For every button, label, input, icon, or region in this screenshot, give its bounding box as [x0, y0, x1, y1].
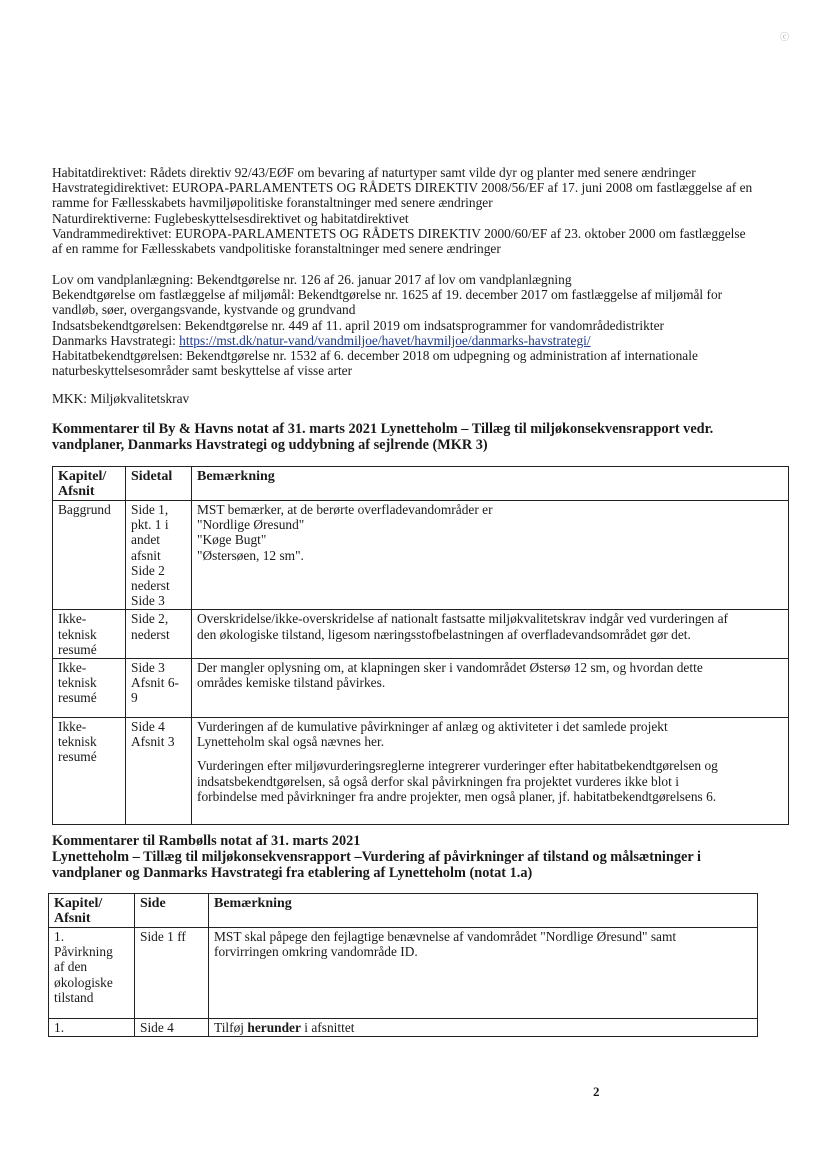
laws-block [52, 272, 804, 378]
chapter-cell: Ikke- teknisk resumé [53, 718, 126, 825]
col-chapter-header: Kapitel/ Afsnit [49, 894, 135, 928]
mkk-line: MKK: Miljøkvalitetskrav [52, 391, 190, 406]
chapter-cell: 1. Påvirkning af den økologiske tilstand [49, 928, 135, 1019]
havstrategi-link[interactable]: https://mst.dk/natur-vand/vandmiljoe/havet/havmiljoe/danmarks-havstrategi/ [179, 332, 591, 348]
remark-cell: Overskridelse/ikke-overskridelse af nationalt fastsatte miljøkvalitetskrav indgår ved vurderingen af den økologiske tilstand, ligesom næringsstofbelastningen af overfladevandsområdet gør det. [192, 610, 789, 659]
remark-cell: Tilføj herunder i afsnittet [209, 1019, 758, 1037]
chapter-cell: Baggrund [53, 501, 126, 610]
chapter-cell: 1. [49, 1019, 135, 1037]
page-cell: Side 4 [135, 1019, 209, 1037]
page-cell: Side 1, pkt. 1 i andet afsnit Side 2 nederst Side 3 [126, 501, 192, 610]
table-header-row [53, 467, 789, 501]
definition-line: Naturdirektiverne: Fuglebeskyttelsesdirektivet og habitatdirektivet [52, 210, 409, 226]
havstrategi-line [52, 333, 804, 348]
section1-table [52, 466, 789, 825]
table-row [53, 610, 789, 659]
law-line: Habitatbekendtgørelsen: Bekendtgørelse nr. 1532 af 6. december 2018 om udpegning og administration af internationale [52, 348, 698, 364]
table-row [53, 501, 789, 610]
page-cell: Side 2, nederst [126, 610, 192, 659]
law-line: vandløb, søer, overgangsvande, kystvande og grundvand [52, 302, 356, 318]
law-line: Indsatsbekendtgørelsen: Bekendtgørelse nr. 449 af 11. april 2019 om indsatsprogrammer for vandområdedistrikter [52, 317, 664, 333]
page-cell: Side 4 Afsnit 3 [126, 718, 192, 825]
table-row [49, 1019, 758, 1037]
definition-line: Havstrategidirektivet: EUROPA-PARLAMENTETS OG RÅDETS DIREKTIV 2008/56/EF af 17. juni 2008 om fastlæggelse af en [52, 180, 753, 196]
remark-cell: MST bemærker, at de berørte overfladevandområder er "Nordlige Øresund" "Køge Bugt" "Østersøen, 12 sm". [192, 501, 789, 610]
law-line: Bekendtgørelse om fastlæggelse af miljømål: Bekendtgørelse nr. 1625 af 19. december 2017 om fastlæggelse af miljømål for [52, 287, 723, 303]
definitions-block [52, 165, 804, 256]
law-line: naturbeskyttelsesområder samt beskyttelse af visse arter [52, 363, 353, 379]
col-remark-header: Bemærkning [192, 467, 789, 501]
definition-line: ramme for Fællesskabets havmiljøpolitiske foranstaltninger med senere ændringer [52, 195, 493, 211]
definition-line: Vandrammedirektivet: EUROPA-PARLAMENTETS OG RÅDETS DIREKTIV 2000/60/EF af 23. oktober 2000 om fastlæggelse [52, 225, 746, 241]
col-page-header: Side [135, 894, 209, 928]
section2-heading: Kommentarer til Rambølls notat af 31. marts 2021 Lynetteholm – Tillæg til miljøkonsekvensrapport –Vurdering af påvirkninger af tilstand og målsætninger i vandplaner og Danmarks Havstrategi fra etablering af Lynetteholm (notat 1.a) [52, 833, 701, 881]
col-chapter-header: Kapitel/ Afsnit [53, 467, 126, 501]
section1-heading: Kommentarer til By & Havns notat af 31. marts 2021 Lynetteholm – Tillæg til miljøkonsekvensrapport vedr. vandplaner, Danmarks Havstrategi og uddybning af sejlrende (MKR 3) [52, 421, 714, 453]
table-row [49, 928, 758, 1019]
page-cell: Side 1 ff [135, 928, 209, 1019]
corner-mark: ⓒ [780, 32, 790, 42]
page-number: 2 [593, 1084, 600, 1099]
remark-cell: Der mangler oplysning om, at klapningen sker i vandområdet Østersø 12 sm, og hvordan dette områdes kemiske tilstand påvirkes. [192, 659, 789, 718]
section2-table [48, 893, 758, 1037]
chapter-cell: Ikke- teknisk resumé [53, 659, 126, 718]
definition-line: Habitatdirektivet: Rådets direktiv 92/43/EØF om bevaring af naturtyper samt vilde dyr og planter med senere ændringer [52, 165, 696, 180]
col-page-header: Sidetal [126, 467, 192, 501]
definition-line: af en ramme for Fællesskabets vandpolitiske foranstaltninger med senere ændringer [52, 241, 501, 257]
col-remark-header: Bemærkning [209, 894, 758, 928]
remark-cell: Vurderingen af de kumulative påvirkninger af anlæg og aktiviteter i det samlede projekt Lynetteholm skal også nævnes her. Vurderingen efter miljøvurderingsreglerne integrerer vurderinger efter habitatbekendtgørelsen og indsatsbekendtgørelsen, så også derfor skal påvirkningen fra projektet vurderes ikke blot i forbindelse med påvirkninger fra andre projekter, men også planer, jf. habitatbekendtgørelsens 6. [192, 718, 789, 825]
table-header-row [49, 894, 758, 928]
chapter-cell: Ikke- teknisk resumé [53, 610, 126, 659]
table-row [53, 718, 789, 825]
table-row [53, 659, 789, 718]
page-cell: Side 3 Afsnit 6- 9 [126, 659, 192, 718]
remark-cell: MST skal påpege den fejlagtige benævnelse af vandområdet "Nordlige Øresund" samt forvirringen omkring vandområde ID. [209, 928, 758, 1019]
law-line: Lov om vandplanlægning: Bekendtgørelse nr. 126 af 26. januar 2017 af lov om vandplanlægning [52, 272, 572, 287]
havstrategi-label: Danmarks Havstrategi: [52, 332, 180, 348]
